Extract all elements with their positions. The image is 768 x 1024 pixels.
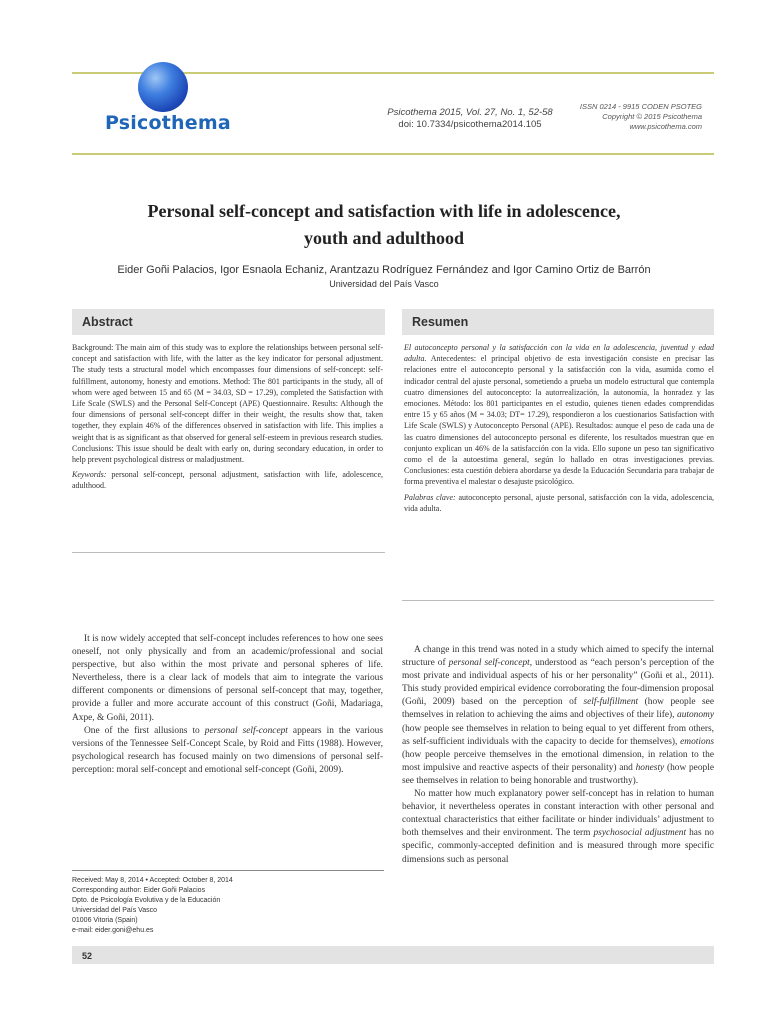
emphasis: emotions [680, 736, 714, 747]
header-bottom-rule [72, 153, 714, 155]
text-run: One of the first allusions to [84, 725, 205, 736]
footnote [72, 876, 384, 936]
department-line: Dpto. de Psicología Evolutiva y de la Educación [72, 897, 221, 904]
body-paragraph [402, 644, 714, 788]
title-line-1: Personal self-concept and satisfaction with life in adolescence, [147, 201, 621, 221]
text-run: appears in the various versions of the Tennessee Self-Concept Scale, by Roid and Fitts (1988). However, psychological research has focused mainly on two dimensions of personal self-perception: moral self-concept and emotional self-concept (Goñi, 2009). [72, 725, 383, 775]
resumen-keywords [404, 492, 714, 514]
emphasis: psychosocial adjustment [593, 828, 687, 839]
page-number: 52 [82, 951, 93, 961]
body-left-column [72, 633, 383, 777]
abstract-text: Background: The main aim of this study was to explore the relationships between personal self-concept and satisfaction with life, with the latter as the key indicator for personal adjustment. The study tests a structural model which encompasses four dimensions of self-concept: self-fulfillment, autonomy, honesty and emotions. Method: The 801 participants in the study, all of whom were aged between 15 and 65 (M = 34.03, SD = 17.29), completed the Satisfaction with Life Scale (SWLS) and the Personal Self-Concept (APE) Questionnaire. Results: Although the four dimensions of personal self-concept differ in their weight, the results show that, taken together, they explain 46% of the differences observed in satisfaction with life. This implies a weight that is as significant as that observed for general self-esteem in previous research studies. Conclusions: This issue should be dealt with early on, during secondary education, in order to help prevent psychological distress or maladjustment. [72, 343, 383, 465]
body-right-column [402, 644, 714, 867]
resumen-title: El autoconcepto personal y la satisfacción con la vida en la adolescencia, juventud y edad adulta. [404, 343, 714, 364]
website-line: www.psicothema.com [629, 122, 702, 131]
keywords-label: Keywords: [72, 470, 107, 480]
resumen-text [404, 342, 714, 488]
abstract-header [72, 309, 385, 335]
text-run: (how people perceive themselves in the emotional dimension, in relation to the most impulsive and reactive aspects of their personality) and [402, 749, 714, 773]
text-run: No matter how much explanatory power self-concept has in relation to human behavior, it nevertheless operates in constant interaction with other personal and contextual characteristics that either facilitate or hinder individuals’ adjustment to both themselves and their environment. The term [402, 789, 714, 839]
text-run: , understood as “each person’s perception of the most private and individual aspects of his or her personality” (Goñi et al., 2011). This study provided empirical evidence corroborating the four-dimension proposal (Goñi, 2009) based on the perception of [402, 658, 714, 708]
body-paragraph: It is now widely accepted that self-concept includes references to how one sees oneself, not only physically and from an academic/professional and social perspective, but also within the most private and personal spheres of life. Nevertheless, there is a clear lack of models that aim to integrate the various different components or dimensions of personal self-concept that may, together, provide a fuller and more accurate account of this construct (Goñi, Madariaga, Axpe, & Goñi, 2011). [72, 634, 383, 723]
received-line: Received: May 8, 2014 • Accepted: October 8, 2014 [72, 877, 233, 884]
abstract-heading: Abstract [82, 315, 133, 329]
citation-line: Psicothema 2015, Vol. 27, No. 1, 52-58 [387, 107, 553, 118]
resumen-bottom-rule [402, 600, 714, 601]
resumen-paragraph: Antecedentes: el principal objetivo de esta investigación consiste en precisar las relaciones entre el autoconcepto personal y la satisfacción con la vida, asumida como el indicador central del ajuste personal, sometiendo a prueba un modelo estructural que contempla cuatro dimensiones del autoconcepto: la autorrealización, la autonomía, la honradez y las emociones. Método: los 801 participantes en el estudio, quienes tienen edades comprendidas entre 15 y 65 años (M = 34.03; DT= 17.29), respondieron a los cuestionarios Satisfaction with Life Scale (SWLS) y Autoconcepto Personal (APE). Resultados: aunque el peso de cada una de las cuatro dimensiones del autoconcepto personal es diferente, los resultados muestran que en conjunto explican un 46% de la satisfacción con la vida. Ello supone un peso tan significativo como el de la autoestima general, según lo hallado en otras investigaciones previas. Conclusiones: esta cuestión debiera abordarse ya desde la Educación Secundaria para trabajar de forma preventiva el malestar o desajuste psicológico. [404, 354, 714, 487]
city-line: 01006 Vitoria (Spain) [72, 917, 138, 924]
title-line-2: youth and adulthood [303, 228, 465, 248]
text-run: has no specific, commonly-accepted definition and is measured through more specific dimensions such as personal [402, 828, 714, 865]
email-line: e-mail: eider.goni@ehu.es [72, 927, 154, 934]
psicothema-logo-sphere-icon [138, 62, 188, 112]
body-paragraph [72, 725, 383, 777]
affiliation: Universidad del País Vasco [329, 279, 439, 289]
emphasis: honesty [635, 762, 665, 773]
authors: Eider Goñi Palacios, Igor Esnaola Echaniz, Arantzazu Rodríguez Fernández and Igor Camino Ortiz de Barrón [117, 264, 651, 276]
resumen-body [404, 342, 714, 514]
resumen-heading: Resumen [412, 315, 469, 329]
text-run: (how people see themselves in relation to being equal to yet different from others, as self-sufficient individuals with the capacity to decide for themselves), [402, 723, 714, 747]
emphasis: self-fulfillment [583, 697, 639, 708]
paper-title [80, 198, 688, 252]
doi-line: doi: 10.7334/psicothema2014.105 [398, 119, 542, 130]
text-run: (how people see themselves in relation to being honorable and trustworthy). [402, 762, 714, 786]
page-footer-bar [72, 946, 714, 964]
emphasis: personal self-concept [448, 658, 530, 669]
palabras-clave-label: Palabras clave: [404, 492, 456, 502]
corresponding-line: Corresponding author: Eider Goñi Palacios [72, 887, 206, 894]
journal-logo: Psicothema [105, 112, 231, 134]
text-run: (how people see themselves in relation to achieving the aims and objectives of their life), [402, 697, 714, 721]
copyright-line: Copyright © 2015 Psicothema [602, 112, 702, 121]
emphasis: autonomy [677, 710, 714, 721]
text-run: A change in this trend was noted in a study which aimed to specify the internal structure of [402, 645, 714, 669]
university-line: Universidad del País Vasco [72, 907, 158, 914]
abstract-keywords [72, 469, 383, 491]
palabras-clave-list: autoconcepto personal, ajuste personal, satisfacción con la vida, adolescencia, vida adulta. [404, 492, 715, 513]
abstract-bottom-rule [72, 552, 385, 553]
resumen-header [402, 309, 714, 335]
issn-block [540, 102, 702, 132]
keywords-list: personal self-concept, personal adjustment, satisfaction with life, adolescence, adulthood. [72, 470, 383, 491]
issn-line: ISSN 0214 - 9915 CODEN PSOTEG [579, 102, 702, 111]
abstract-body [72, 342, 383, 492]
footnote-rule [72, 870, 384, 871]
body-paragraph [402, 788, 714, 867]
emphasis: personal self-concept [204, 725, 288, 736]
